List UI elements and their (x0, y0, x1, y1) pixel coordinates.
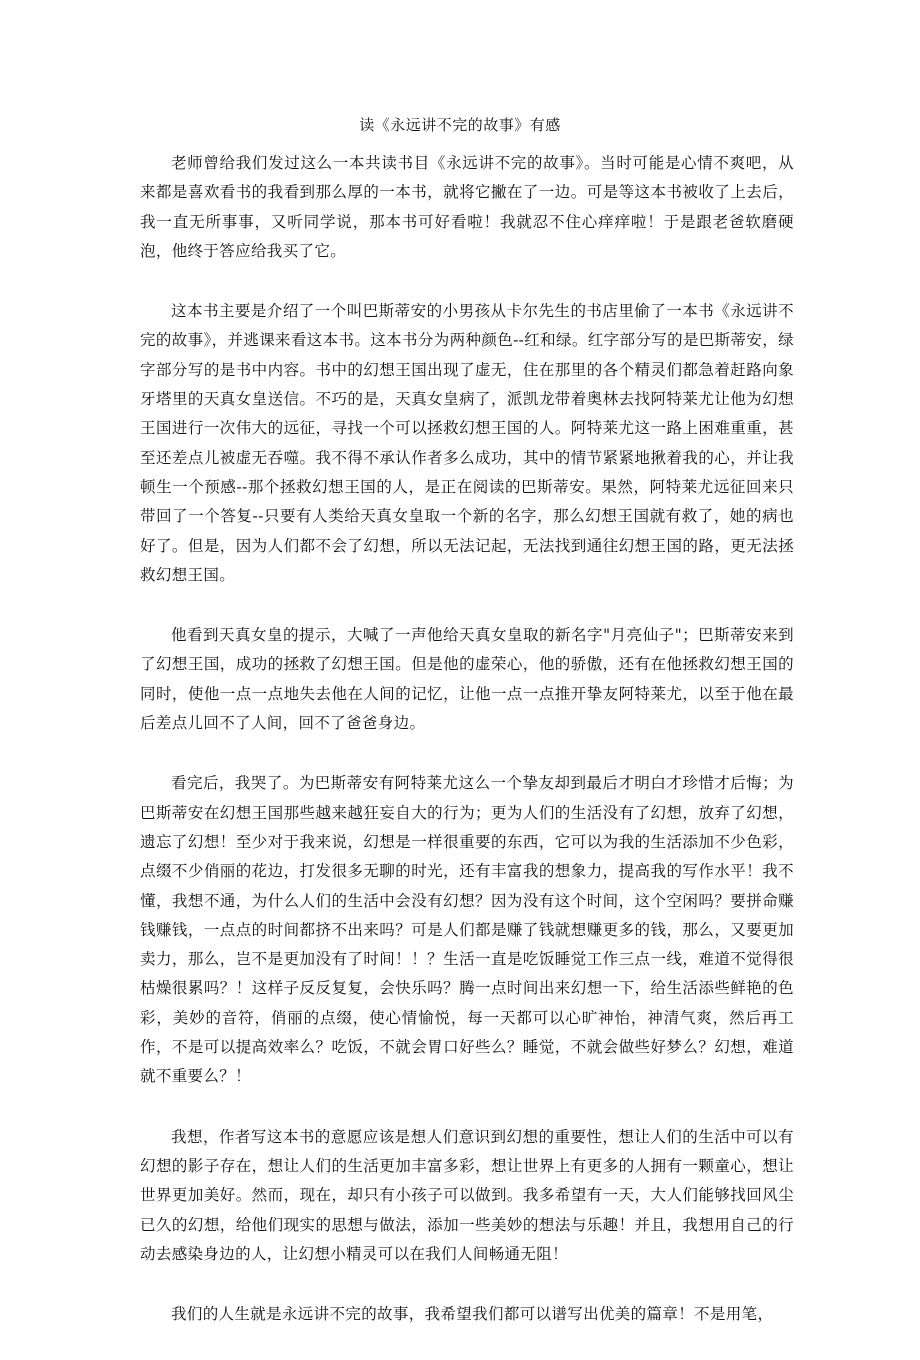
paragraph-5: 我想，作者写这本书的意愿应该是想人们意识到幻想的重要性，想让人们的生活中可以有幻想的影子存在，想让人们的生活更加丰富多彩，想让世界上有更多的人拥有一颗童心，想让世界更加美好。然而，现在，却只有小孩子可以做到。我多希望有一天，大人们能够找回风尘已久的幻想，给他们现实的思想与做法，添加一些美妙的想法与乐趣！并且，我想用自己的行动去感染身边的人，让幻想小精灵可以在我们人间畅通无阻！ (140, 1127, 794, 1263)
document-title: 读《永远讲不完的故事》有感 (359, 116, 561, 134)
document-body (140, 149, 794, 1360)
paragraph-1: 老师曾给我们发过这么一本共读书目《永远讲不完的故事》。当时可能是心情不爽吧，从来都是喜欢看书的我看到那么厚的一本书，就将它撇在了一边。可是等这本书被收了上去后，我一直无所事事，又听同学说，那本书可好看啦！我就忍不住心痒痒啦！于是跟老爸软磨硬泡，他终于答应给我买了它。 (140, 154, 794, 260)
paragraph-6: 我们的人生就是永远讲不完的故事，我希望我们都可以谱写出优美的篇章！不是用笔， (171, 1305, 774, 1324)
paragraph-3: 他看到天真女皇的提示，大喊了一声他给天真女皇取的新名字"月亮仙子"；巴斯蒂安来到了幻想王国，成功的拯救了幻想王国。但是他的虚荣心，他的骄傲，还有在他拯救幻想王国的同时，使他一点一点地失去他在人间的记忆，让他一点一点推开挚友阿特莱尤，以至于他在最后差点儿回不了人间，回不了爸爸身边。 (140, 626, 794, 733)
paragraph-4: 看完后，我哭了。为巴斯蒂安有阿特莱尤这么一个挚友却到最后才明白才珍惜才后悔；为巴斯蒂安在幻想王国那些越来越狂妄自大的行为；更为人们的生活没有了幻想，放弃了幻想，遗忘了幻想！至少对于我来说，幻想是一样很重要的东西，它可以为我的生活添加不少色彩，点缀不少俏丽的花边，打发很多无聊的时光，还有丰富我的想象力，提高我的写作水平！我不懂，我想不通，为什么人们的生活中会没有幻想？因为没有这个时间，这个空闲吗？要拼命赚钱赚钱，一点点的时间都挤不出来吗？可是人们都是赚了钱就想赚更多的钱，那么，又要更加卖力，那么，岂不是更加没有了时间！！？生活一直是吃饭睡觉工作三点一线，难道不觉得很枯燥很累吗？！这样子反反复复，会快乐吗？腾一点时间出来幻想一下，给生活添些鲜艳的色彩，美妙的音符，俏丽的点缀，使心情愉悦，每一天都可以心旷神怡，神清气爽，然后再工作，不是可以提高效率么？吃饭，不就会胃口好些么？睡觉，不就会做些好梦么？幻想，难道就不重要么？！ (140, 774, 794, 1086)
paragraph-2: 这本书主要是介绍了一个叫巴斯蒂安的小男孩从卡尔先生的书店里偷了一本书《永远讲不完的故事》，并逃课来看这本书。这本书分为两种颜色--红和绿。红字部分写的是巴斯蒂安，绿字部分写的是书中内容。书中的幻想王国出现了虚无，住在那里的各个精灵们都急着赶路向象牙塔里的天真女皇送信。不巧的是，天真女皇病了，派凯龙带着奥林去找阿特莱尤让他为幻想王国进行一次伟大的远征，寻找一个可以拯救幻想王国的人。阿特莱尤这一路上困难重重，甚至还差点儿被虚无吞噬。我不得不承认作者多么成功，其中的情节紧紧地揪着我的心，并让我顿生一个预感--那个拯救幻想王国的人，是正在阅读的巴斯蒂安。果然，阿特莱尤远征回来只带回了一个答复--只要有人类给天真女皇取一个新的名字，那么幻想王国就有救了，她的病也好了。但是，因为人们都不会了幻想，所以无法记起，无法找到通往幻想王国的路，更无法拯救幻想王国。 (140, 302, 794, 584)
